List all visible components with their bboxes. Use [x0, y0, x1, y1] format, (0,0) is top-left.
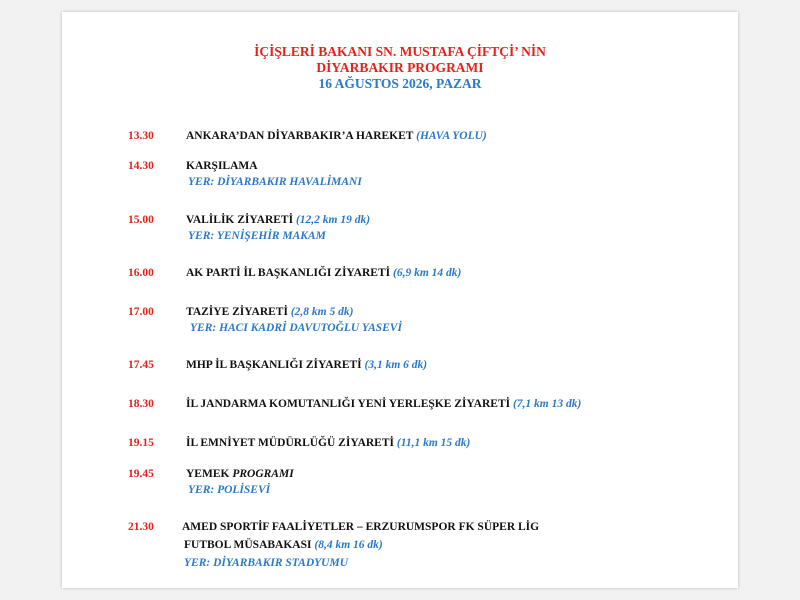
event-title: AK PARTİ İL BAŞKANLIĞI ZİYARETİ — [186, 267, 391, 279]
event-title: YEMEK — [186, 468, 230, 480]
schedule-time: 16.00 — [128, 267, 154, 279]
event-place: YER: DİYARBAKIR STADYUMU — [184, 557, 349, 569]
event-place: YER: YENİŞEHİR MAKAM — [188, 230, 326, 242]
header-title-line1: İÇİŞLERİ BAKANI SN. MUSTAFA ÇİFTÇİ’ NİN — [254, 44, 546, 59]
event-title: VALİLİK ZİYARETİ — [186, 214, 294, 226]
event-note: (6,9 km 14 dk) — [392, 267, 462, 279]
event-title: ANKARA’DAN DİYARBAKIR’A HAREKET — [186, 130, 414, 142]
event-title: AMED SPORTİF FAALİYETLER – ERZURUMSPOR FK SÜPER LİG — [182, 521, 540, 533]
event-note: (HAVA YOLU) — [416, 130, 487, 142]
event-title: İL JANDARMA KOMUTANLIĞI YENİ YERLEŞKE ZİYARETİ — [186, 398, 511, 410]
schedule-time: 17.00 — [128, 306, 154, 318]
event-note: (8,4 km 16 dk) — [314, 539, 383, 551]
event-place: YER: HACI KADRİ DAVUTOĞLU YASEVİ — [190, 322, 402, 334]
schedule-event — [186, 437, 470, 449]
schedule-event — [186, 160, 258, 172]
header-title-line2: DİYARBAKIR PROGRAMI — [316, 60, 484, 75]
schedule-event — [186, 306, 353, 318]
event-title: MHP İL BAŞKANLIĞI ZİYARETİ — [186, 359, 362, 371]
schedule-time: 19.15 — [128, 437, 154, 449]
schedule-event — [186, 267, 461, 279]
schedule-time: 17.45 — [128, 359, 154, 371]
schedule-time: 14.30 — [128, 160, 154, 172]
event-title: TAZİYE ZİYARETİ — [186, 306, 288, 318]
event-note: (7,1 km 13 dk) — [512, 398, 582, 410]
event-note: (11,1 km 15 dk) — [396, 437, 471, 449]
schedule-event — [186, 130, 487, 142]
schedule-event — [186, 468, 294, 480]
schedule-time: 15.00 — [128, 214, 154, 226]
schedule-time: 18.30 — [128, 398, 154, 410]
event-note: (2,8 km 5 dk) — [290, 306, 354, 318]
event-title-italic: PROGRAMI — [232, 468, 294, 480]
document-page — [62, 12, 738, 588]
event-note: (3,1 km 6 dk) — [364, 359, 428, 371]
schedule-event — [182, 521, 539, 533]
schedule-event — [186, 398, 581, 410]
schedule-event — [186, 214, 370, 226]
schedule-time: 13.30 — [128, 130, 154, 142]
schedule-event — [186, 359, 427, 371]
event-note: (12,2 km 19 dk) — [295, 214, 371, 226]
header-date: 16 AĞUSTOS 2026, PAZAR — [318, 76, 482, 91]
schedule-event-continued — [184, 539, 383, 551]
event-title: İL EMNİYET MÜDÜRLÜĞÜ ZİYARETİ — [186, 437, 394, 449]
schedule-time: 19.45 — [128, 468, 154, 480]
schedule-time: 21.30 — [128, 521, 154, 533]
event-place: YER: DİYARBAKIR HAVALİMANI — [188, 176, 362, 188]
event-place: YER: POLİSEVİ — [188, 484, 271, 496]
event-title: KARŞILAMA — [186, 160, 258, 172]
event-title-line2: FUTBOL MÜSABAKASI — [184, 539, 312, 551]
